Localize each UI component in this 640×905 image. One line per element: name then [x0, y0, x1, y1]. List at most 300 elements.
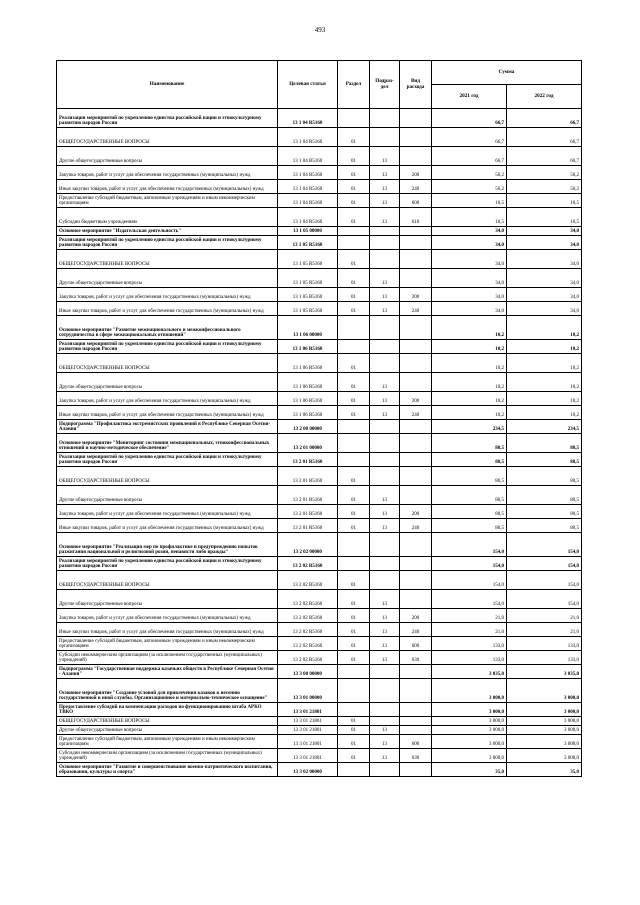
cell-2021: 56,2: [432, 166, 507, 180]
cell-2022: 10,2: [507, 392, 582, 406]
header-vid: Вид расхода: [400, 61, 432, 109]
table-row: [57, 651, 582, 665]
cell-2021: 66,7: [432, 147, 507, 166]
cell-razdel: [338, 665, 370, 679]
cell-razdel: [338, 453, 370, 467]
cell-2022: 80,5: [507, 519, 582, 533]
table-row: [57, 726, 582, 735]
cell-razdel: 01: [338, 467, 370, 486]
cell-2022: 80,5: [507, 505, 582, 519]
cell-2022: 66,7: [507, 128, 582, 147]
cell-razdel: 01: [338, 269, 370, 288]
table-row: [57, 735, 582, 749]
cell-2021: 34,0: [432, 227, 507, 236]
cell-2021: 133,0: [432, 651, 507, 665]
cell-podrazdel: [370, 128, 400, 147]
cell-razdel: 01: [338, 302, 370, 316]
cell-2022: 3 035,0: [507, 665, 582, 679]
cell-podrazdel: [370, 763, 400, 777]
cell-vid: [400, 269, 432, 288]
cell-csr: 13 3 02 00000: [278, 763, 338, 777]
cell-razdel: [338, 316, 370, 340]
cell-2021: 34,0: [432, 269, 507, 288]
cell-podrazdel: 13: [370, 392, 400, 406]
cell-2022: 10,5: [507, 194, 582, 208]
cell-name: Субсидии некоммерческим организациям (за исключением государственных (муниципальных) учреждений): [57, 651, 278, 665]
table-row: [57, 486, 582, 505]
cell-2021: 80,5: [432, 434, 507, 453]
cell-razdel: 01: [338, 726, 370, 735]
cell-vid: [400, 533, 432, 557]
cell-2021: 3 000,0: [432, 749, 507, 763]
table-row: [57, 340, 582, 354]
cell-podrazdel: [370, 703, 400, 717]
cell-razdel: 01: [338, 735, 370, 749]
table-row: [57, 208, 582, 227]
table-row: [57, 236, 582, 250]
cell-csr: 13 3 01 21801: [278, 717, 338, 726]
cell-name: Основное мероприятие "Развитие и совершенствование военно-патриотического воспитания, образования, культуры и спорта": [57, 763, 278, 777]
cell-podrazdel: 13: [370, 519, 400, 533]
cell-2022: 34,0: [507, 250, 582, 269]
table-row: [57, 302, 582, 316]
cell-2022: 3 000,0: [507, 726, 582, 735]
table-row: [57, 533, 582, 557]
cell-vid: [400, 486, 432, 505]
cell-2022: 56,2: [507, 166, 582, 180]
cell-2022: 56,2: [507, 180, 582, 194]
cell-csr: 13 1 06 R5160: [278, 373, 338, 392]
table-row: [57, 269, 582, 288]
cell-2021: 21,0: [432, 609, 507, 623]
cell-name: Иные закупки товаров, работ и услуг для обеспечения государственных (муниципальных) нужд: [57, 519, 278, 533]
cell-razdel: 01: [338, 406, 370, 420]
cell-2021: 80,5: [432, 486, 507, 505]
cell-2021: 21,0: [432, 623, 507, 637]
cell-csr: 13 2 00 00000: [278, 420, 338, 434]
cell-podrazdel: 13: [370, 486, 400, 505]
cell-2021: 10,2: [432, 340, 507, 354]
cell-vid: [400, 147, 432, 166]
cell-podrazdel: [370, 434, 400, 453]
cell-name: Основное мероприятие "Развитие межнационального и межконфессионального сотрудничества в сфере межнациональных отношений": [57, 316, 278, 340]
cell-2021: 3 000,0: [432, 726, 507, 735]
cell-podrazdel: 13: [370, 373, 400, 392]
cell-podrazdel: [370, 679, 400, 703]
cell-2022: 21,0: [507, 609, 582, 623]
cell-2021: 3 000,0: [432, 679, 507, 703]
cell-2022: 133,0: [507, 651, 582, 665]
cell-vid: [400, 590, 432, 609]
cell-razdel: 01: [338, 486, 370, 505]
header-csr: Целевая статья: [278, 61, 338, 109]
cell-name: Субсидии бюджетным учреждениям: [57, 208, 278, 227]
cell-csr: 13 1 06 R5160: [278, 392, 338, 406]
header-podrazdel: Подраз-дел: [370, 61, 400, 109]
cell-csr: 13 1 04 R5160: [278, 166, 338, 180]
table-row: [57, 166, 582, 180]
cell-2022: 154,0: [507, 590, 582, 609]
cell-vid: [400, 665, 432, 679]
cell-2022: 80,5: [507, 467, 582, 486]
cell-name: Закупка товаров, работ и услуг для обеспечения государственных (муниципальных) нужд: [57, 609, 278, 623]
cell-2021: 10,2: [432, 316, 507, 340]
cell-2022: 21,0: [507, 623, 582, 637]
cell-razdel: 01: [338, 208, 370, 227]
cell-csr: 13 1 05 00000: [278, 227, 338, 236]
cell-name: Подпрограмма "Профилактика экстремистских проявлений в Республике Северная Осетия-Алания": [57, 420, 278, 434]
cell-csr: 13 2 02 R5160: [278, 557, 338, 571]
cell-vid: 630: [400, 651, 432, 665]
cell-podrazdel: 13: [370, 505, 400, 519]
cell-name: ОБЩЕГОСУДАРСТВЕННЫЕ ВОПРОСЫ: [57, 717, 278, 726]
cell-razdel: 01: [338, 651, 370, 665]
cell-name: ОБЩЕГОСУДАРСТВЕННЫЕ ВОПРОСЫ: [57, 571, 278, 590]
cell-2022: 80,5: [507, 486, 582, 505]
cell-2022: 154,0: [507, 557, 582, 571]
cell-csr: 13 1 04 R5160: [278, 147, 338, 166]
table-row: [57, 373, 582, 392]
cell-vid: 240: [400, 180, 432, 194]
cell-name: Основное мероприятие "Издательская деятельность": [57, 227, 278, 236]
cell-vid: [400, 227, 432, 236]
cell-csr: 13 1 06 R5160: [278, 406, 338, 420]
cell-razdel: 01: [338, 623, 370, 637]
table-row: [57, 250, 582, 269]
cell-razdel: 01: [338, 180, 370, 194]
cell-csr: 13 1 05 R5160: [278, 236, 338, 250]
cell-2021: 35,0: [432, 763, 507, 777]
cell-podrazdel: [370, 236, 400, 250]
cell-2022: 3 000,0: [507, 679, 582, 703]
table-row: [57, 571, 582, 590]
cell-name: Основное мероприятие "Мониторинг состояния межнациональных, этноконфессиональных отношений и научно-методическое обеспечение": [57, 434, 278, 453]
cell-csr: 13 3 01 00000: [278, 679, 338, 703]
cell-vid: 200: [400, 166, 432, 180]
cell-podrazdel: 13: [370, 637, 400, 651]
table-row: [57, 227, 582, 236]
cell-csr: 13 2 01 R5160: [278, 467, 338, 486]
table-row: [57, 180, 582, 194]
cell-2021: 80,5: [432, 519, 507, 533]
cell-vid: [400, 340, 432, 354]
cell-2021: 133,0: [432, 637, 507, 651]
cell-podrazdel: [370, 571, 400, 590]
table-row: [57, 519, 582, 533]
cell-csr: 13 1 05 R5160: [278, 302, 338, 316]
cell-2022: 66,7: [507, 109, 582, 128]
cell-vid: [400, 467, 432, 486]
cell-podrazdel: 13: [370, 590, 400, 609]
cell-podrazdel: 13: [370, 651, 400, 665]
cell-name: Иные закупки товаров, работ и услуг для обеспечения государственных (муниципальных) нужд: [57, 302, 278, 316]
cell-2021: 80,5: [432, 505, 507, 519]
cell-vid: [400, 373, 432, 392]
cell-name: Другие общегосударственные вопросы: [57, 373, 278, 392]
cell-2022: 3 000,0: [507, 703, 582, 717]
cell-vid: [400, 453, 432, 467]
cell-podrazdel: 13: [370, 269, 400, 288]
cell-2021: 66,7: [432, 128, 507, 147]
cell-2021: 3 035,0: [432, 665, 507, 679]
cell-2021: 34,0: [432, 250, 507, 269]
cell-podrazdel: [370, 250, 400, 269]
cell-vid: 600: [400, 637, 432, 651]
cell-csr: 13 2 01 R5160: [278, 505, 338, 519]
budget-table: [56, 60, 582, 777]
cell-2021: 10,2: [432, 373, 507, 392]
cell-podrazdel: [370, 227, 400, 236]
cell-2022: 10,2: [507, 340, 582, 354]
cell-razdel: [338, 533, 370, 557]
cell-2022: 3 000,0: [507, 735, 582, 749]
cell-2021: 154,0: [432, 571, 507, 590]
cell-csr: 13 2 01 R5160: [278, 486, 338, 505]
cell-csr: 13 2 02 R5160: [278, 609, 338, 623]
cell-name: Другие общегосударственные вопросы: [57, 486, 278, 505]
cell-podrazdel: [370, 420, 400, 434]
cell-csr: 13 1 05 R5160: [278, 288, 338, 302]
cell-name: Реализация мероприятий по укреплению единства российской нации и этнокультурному развитию народов России: [57, 340, 278, 354]
cell-2022: 10,2: [507, 316, 582, 340]
cell-csr: 13 3 01 21801: [278, 749, 338, 763]
cell-podrazdel: [370, 717, 400, 726]
table-row: [57, 505, 582, 519]
cell-vid: [400, 717, 432, 726]
cell-2021: 3 000,0: [432, 717, 507, 726]
cell-2021: 10,2: [432, 354, 507, 373]
cell-podrazdel: 13: [370, 302, 400, 316]
cell-vid: 240: [400, 406, 432, 420]
cell-csr: 13 1 04 R5160: [278, 180, 338, 194]
cell-vid: [400, 726, 432, 735]
cell-2022: 234,5: [507, 420, 582, 434]
cell-name: Закупка товаров, работ и услуг для обеспечения государственных (муниципальных) нужд: [57, 288, 278, 302]
cell-name: Предоставление субсидий бюджетным, автономным учреждениям и иным некоммерческим организациям: [57, 194, 278, 208]
cell-name: Реализация мероприятий по укреплению единства российской нации и этнокультурному развитию народов России: [57, 236, 278, 250]
cell-vid: [400, 557, 432, 571]
cell-podrazdel: [370, 340, 400, 354]
cell-name: ОБЩЕГОСУДАРСТВЕННЫЕ ВОПРОСЫ: [57, 354, 278, 373]
cell-2021: 10,2: [432, 406, 507, 420]
cell-name: Предоставление субсидий бюджетным, автономным учреждениям и иным некоммерческим организациям: [57, 735, 278, 749]
cell-podrazdel: 13: [370, 623, 400, 637]
cell-csr: 13 1 04 R5160: [278, 128, 338, 147]
cell-razdel: 01: [338, 505, 370, 519]
cell-csr: 13 2 01 00000: [278, 434, 338, 453]
cell-2022: 10,5: [507, 208, 582, 227]
cell-vid: 200: [400, 505, 432, 519]
cell-razdel: 01: [338, 571, 370, 590]
cell-vid: [400, 434, 432, 453]
cell-2022: 10,2: [507, 354, 582, 373]
cell-razdel: 01: [338, 128, 370, 147]
cell-vid: 200: [400, 609, 432, 623]
cell-2021: 154,0: [432, 590, 507, 609]
cell-name: ОБЩЕГОСУДАРСТВЕННЫЕ ВОПРОСЫ: [57, 128, 278, 147]
cell-name: Иные закупки товаров, работ и услуг для обеспечения государственных (муниципальных) нужд: [57, 180, 278, 194]
cell-razdel: 01: [338, 166, 370, 180]
cell-vid: 200: [400, 288, 432, 302]
cell-podrazdel: 13: [370, 749, 400, 763]
cell-csr: 13 1 05 R5160: [278, 250, 338, 269]
cell-name: Реализация мероприятий по укреплению единства российской нации и этнокультурному развитию народов России: [57, 453, 278, 467]
cell-csr: 13 3 00 00000: [278, 665, 338, 679]
cell-razdel: [338, 109, 370, 128]
cell-name: Другие общегосударственные вопросы: [57, 269, 278, 288]
cell-2022: 10,2: [507, 373, 582, 392]
cell-razdel: 01: [338, 250, 370, 269]
cell-razdel: 01: [338, 194, 370, 208]
cell-podrazdel: 13: [370, 735, 400, 749]
cell-csr: 13 3 01 21801: [278, 735, 338, 749]
cell-podrazdel: 13: [370, 166, 400, 180]
cell-2021: 3 000,0: [432, 703, 507, 717]
table-row: [57, 392, 582, 406]
cell-2022: 154,0: [507, 571, 582, 590]
cell-name: Закупка товаров, работ и услуг для обеспечения государственных (муниципальных) нужд: [57, 392, 278, 406]
cell-2021: 80,5: [432, 467, 507, 486]
cell-csr: 13 3 01 21801: [278, 726, 338, 735]
cell-vid: [400, 420, 432, 434]
cell-podrazdel: [370, 533, 400, 557]
table-row: [57, 434, 582, 453]
cell-csr: 13 2 02 00000: [278, 533, 338, 557]
cell-razdel: 01: [338, 392, 370, 406]
cell-vid: [400, 763, 432, 777]
cell-podrazdel: [370, 453, 400, 467]
cell-razdel: 01: [338, 354, 370, 373]
cell-csr: 13 1 04 R5160: [278, 208, 338, 227]
cell-razdel: [338, 763, 370, 777]
cell-podrazdel: 13: [370, 180, 400, 194]
cell-vid: [400, 679, 432, 703]
cell-csr: 13 2 01 R5160: [278, 519, 338, 533]
header-summa: Сумма: [432, 61, 582, 85]
cell-csr: 13 1 06 00000: [278, 316, 338, 340]
cell-razdel: [338, 434, 370, 453]
cell-podrazdel: 13: [370, 406, 400, 420]
cell-podrazdel: [370, 557, 400, 571]
cell-name: Другие общегосударственные вопросы: [57, 726, 278, 735]
cell-razdel: [338, 679, 370, 703]
cell-name: Другие общегосударственные вопросы: [57, 590, 278, 609]
table-row: [57, 665, 582, 679]
table-row: [57, 194, 582, 208]
table-row: [57, 147, 582, 166]
cell-razdel: [338, 227, 370, 236]
cell-name: Реализация мероприятий по укреплению единства российской нации и этнокультурному развитию народов России: [57, 109, 278, 128]
cell-csr: 13 2 02 R5160: [278, 571, 338, 590]
table-row: [57, 637, 582, 651]
cell-2022: 133,0: [507, 637, 582, 651]
cell-2022: 34,0: [507, 227, 582, 236]
cell-vid: 600: [400, 735, 432, 749]
cell-razdel: [338, 420, 370, 434]
cell-razdel: [338, 236, 370, 250]
cell-2022: 34,0: [507, 302, 582, 316]
cell-name: Основное мероприятие "Создание условий для привлечения казаков к несению государственной и иной службы. Организационное и материально-техническое оснащение": [57, 679, 278, 703]
header-razdel: Раздел: [338, 61, 370, 109]
cell-vid: [400, 571, 432, 590]
cell-csr: 13 1 06 R5160: [278, 340, 338, 354]
cell-csr: 13 1 05 R5160: [278, 269, 338, 288]
cell-csr: 13 2 02 R5160: [278, 590, 338, 609]
cell-vid: 240: [400, 302, 432, 316]
cell-razdel: 01: [338, 749, 370, 763]
cell-csr: 13 2 01 R5160: [278, 453, 338, 467]
cell-podrazdel: [370, 665, 400, 679]
cell-razdel: 01: [338, 147, 370, 166]
table-row: [57, 679, 582, 703]
cell-podrazdel: 13: [370, 194, 400, 208]
cell-2021: 154,0: [432, 557, 507, 571]
cell-vid: [400, 316, 432, 340]
cell-razdel: 01: [338, 288, 370, 302]
cell-podrazdel: [370, 467, 400, 486]
cell-razdel: 01: [338, 373, 370, 392]
cell-razdel: 01: [338, 637, 370, 651]
cell-vid: 610: [400, 208, 432, 227]
cell-podrazdel: 13: [370, 288, 400, 302]
table-row: [57, 703, 582, 717]
header-2022: 2022 год: [507, 85, 582, 109]
table-row: [57, 623, 582, 637]
cell-2021: 3 000,0: [432, 735, 507, 749]
cell-name: Подпрограмма "Государственная поддержка казачьих обществ в Республике Северная Осетия - Алания": [57, 665, 278, 679]
cell-podrazdel: 13: [370, 726, 400, 735]
cell-name: Предоставление субсидий на компенсацию расходов по функционированию штаба АРКО ТВКО: [57, 703, 278, 717]
cell-vid: [400, 354, 432, 373]
cell-2022: 154,0: [507, 533, 582, 557]
header-name: Наименование: [57, 61, 278, 109]
cell-name: ОБЩЕГОСУДАРСТВЕННЫЕ ВОПРОСЫ: [57, 467, 278, 486]
cell-razdel: [338, 557, 370, 571]
table-row: [57, 316, 582, 340]
cell-name: Реализация мероприятий по укреплению единства российской нации и этнокультурному развитию народов России: [57, 557, 278, 571]
header-2021: 2021 год: [432, 85, 507, 109]
cell-2021: 56,2: [432, 180, 507, 194]
cell-vid: 630: [400, 749, 432, 763]
cell-name: ОБЩЕГОСУДАРСТВЕННЫЕ ВОПРОСЫ: [57, 250, 278, 269]
cell-podrazdel: [370, 316, 400, 340]
cell-vid: 600: [400, 194, 432, 208]
cell-vid: 240: [400, 623, 432, 637]
cell-csr: 13 2 02 R5160: [278, 651, 338, 665]
table-row: [57, 763, 582, 777]
cell-name: Иные закупки товаров, работ и услуг для обеспечения государственных (муниципальных) нужд: [57, 406, 278, 420]
cell-csr: 13 1 04 R5160: [278, 109, 338, 128]
table-row: [57, 590, 582, 609]
cell-podrazdel: [370, 109, 400, 128]
cell-razdel: [338, 703, 370, 717]
cell-vid: 240: [400, 519, 432, 533]
cell-vid: 200: [400, 392, 432, 406]
cell-podrazdel: 13: [370, 147, 400, 166]
cell-csr: 13 1 04 R5160: [278, 194, 338, 208]
cell-2021: 234,5: [432, 420, 507, 434]
cell-2022: 66,7: [507, 147, 582, 166]
table-row: [57, 354, 582, 373]
page-number: 493: [314, 26, 326, 34]
cell-podrazdel: [370, 354, 400, 373]
cell-2022: 10,2: [507, 406, 582, 420]
cell-name: Иные закупки товаров, работ и услуг для обеспечения государственных (муниципальных) нужд: [57, 623, 278, 637]
cell-2021: 10,5: [432, 208, 507, 227]
cell-2021: 154,0: [432, 533, 507, 557]
cell-2021: 34,0: [432, 236, 507, 250]
cell-name: Субсидии некоммерческим организациям (за исключением государственных (муниципальных) учреждений): [57, 749, 278, 763]
